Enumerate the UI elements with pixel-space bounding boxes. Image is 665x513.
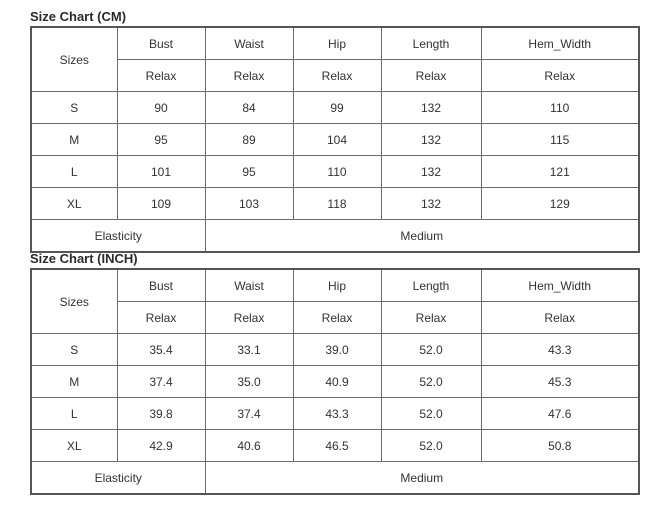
table-cell: 43.3 [293, 398, 381, 430]
fit-cell: Relax [381, 60, 481, 92]
table-cell: 132 [381, 188, 481, 220]
column-header-waist: Waist [205, 269, 293, 302]
table-cell: 40.6 [205, 430, 293, 462]
fit-cell: Relax [205, 302, 293, 334]
table-row [31, 334, 639, 366]
column-header-length: Length [381, 27, 481, 60]
table-cell: 115 [481, 124, 639, 156]
table-row [31, 188, 639, 220]
table-cell: 104 [293, 124, 381, 156]
fit-row [31, 302, 639, 334]
header-row [31, 269, 639, 302]
size-label: L [31, 156, 117, 188]
elasticity-label: Elasticity [31, 220, 205, 253]
fit-cell: Relax [293, 60, 381, 92]
size-chart-cm [30, 8, 638, 253]
table-cell: 40.9 [293, 366, 381, 398]
table-cell: 132 [381, 124, 481, 156]
size-label: L [31, 398, 117, 430]
fit-cell: Relax [481, 302, 639, 334]
table-cell: 46.5 [293, 430, 381, 462]
table-cell: 52.0 [381, 430, 481, 462]
table-cell: 90 [117, 92, 205, 124]
fit-cell: Relax [481, 60, 639, 92]
table-cell: 39.8 [117, 398, 205, 430]
table-cell: 99 [293, 92, 381, 124]
table-row [31, 124, 639, 156]
size-label: M [31, 124, 117, 156]
elasticity-label: Elasticity [31, 462, 205, 495]
size-chart-cm-table [30, 26, 640, 253]
elasticity-value: Medium [205, 220, 639, 253]
header-row [31, 27, 639, 60]
table-cell: 42.9 [117, 430, 205, 462]
elasticity-value: Medium [205, 462, 639, 495]
table-cell: 121 [481, 156, 639, 188]
table-cell: 110 [293, 156, 381, 188]
fit-cell: Relax [117, 302, 205, 334]
table-cell: 37.4 [117, 366, 205, 398]
table-row [31, 156, 639, 188]
table-row [31, 92, 639, 124]
size-chart-cm-title: Size Chart (CM) [30, 9, 127, 24]
table-cell: 132 [381, 92, 481, 124]
column-header-length: Length [381, 269, 481, 302]
table-cell: 52.0 [381, 334, 481, 366]
table-cell: 35.4 [117, 334, 205, 366]
table-cell: 103 [205, 188, 293, 220]
table-cell: 118 [293, 188, 381, 220]
size-label: XL [31, 430, 117, 462]
table-cell: 109 [117, 188, 205, 220]
elasticity-row [31, 220, 639, 253]
table-cell: 95 [205, 156, 293, 188]
table-cell: 110 [481, 92, 639, 124]
table-cell: 50.8 [481, 430, 639, 462]
fit-cell: Relax [205, 60, 293, 92]
column-header-hem-width: Hem_Width [481, 269, 639, 302]
table-cell: 132 [381, 156, 481, 188]
table-row [31, 398, 639, 430]
size-chart-inch [30, 250, 638, 495]
table-row [31, 430, 639, 462]
table-cell: 95 [117, 124, 205, 156]
table-cell: 89 [205, 124, 293, 156]
fit-cell: Relax [381, 302, 481, 334]
sizes-header: Sizes [31, 27, 117, 92]
table-cell: 47.6 [481, 398, 639, 430]
table-cell: 52.0 [381, 398, 481, 430]
column-header-hip: Hip [293, 27, 381, 60]
column-header-bust: Bust [117, 27, 205, 60]
fit-cell: Relax [293, 302, 381, 334]
table-cell: 45.3 [481, 366, 639, 398]
size-label: M [31, 366, 117, 398]
fit-row [31, 60, 639, 92]
elasticity-row [31, 462, 639, 495]
column-header-hem-width: Hem_Width [481, 27, 639, 60]
table-cell: 35.0 [205, 366, 293, 398]
size-label: S [31, 334, 117, 366]
table-cell: 37.4 [205, 398, 293, 430]
table-cell: 129 [481, 188, 639, 220]
column-header-bust: Bust [117, 269, 205, 302]
fit-cell: Relax [117, 60, 205, 92]
size-label: S [31, 92, 117, 124]
column-header-hip: Hip [293, 269, 381, 302]
table-row [31, 366, 639, 398]
size-chart-inch-title: Size Chart (INCH) [30, 251, 138, 266]
table-cell: 33.1 [205, 334, 293, 366]
table-cell: 52.0 [381, 366, 481, 398]
table-cell: 84 [205, 92, 293, 124]
size-label: XL [31, 188, 117, 220]
table-cell: 39.0 [293, 334, 381, 366]
table-cell: 43.3 [481, 334, 639, 366]
sizes-header: Sizes [31, 269, 117, 334]
table-cell: 101 [117, 156, 205, 188]
column-header-waist: Waist [205, 27, 293, 60]
size-chart-inch-table [30, 268, 640, 495]
